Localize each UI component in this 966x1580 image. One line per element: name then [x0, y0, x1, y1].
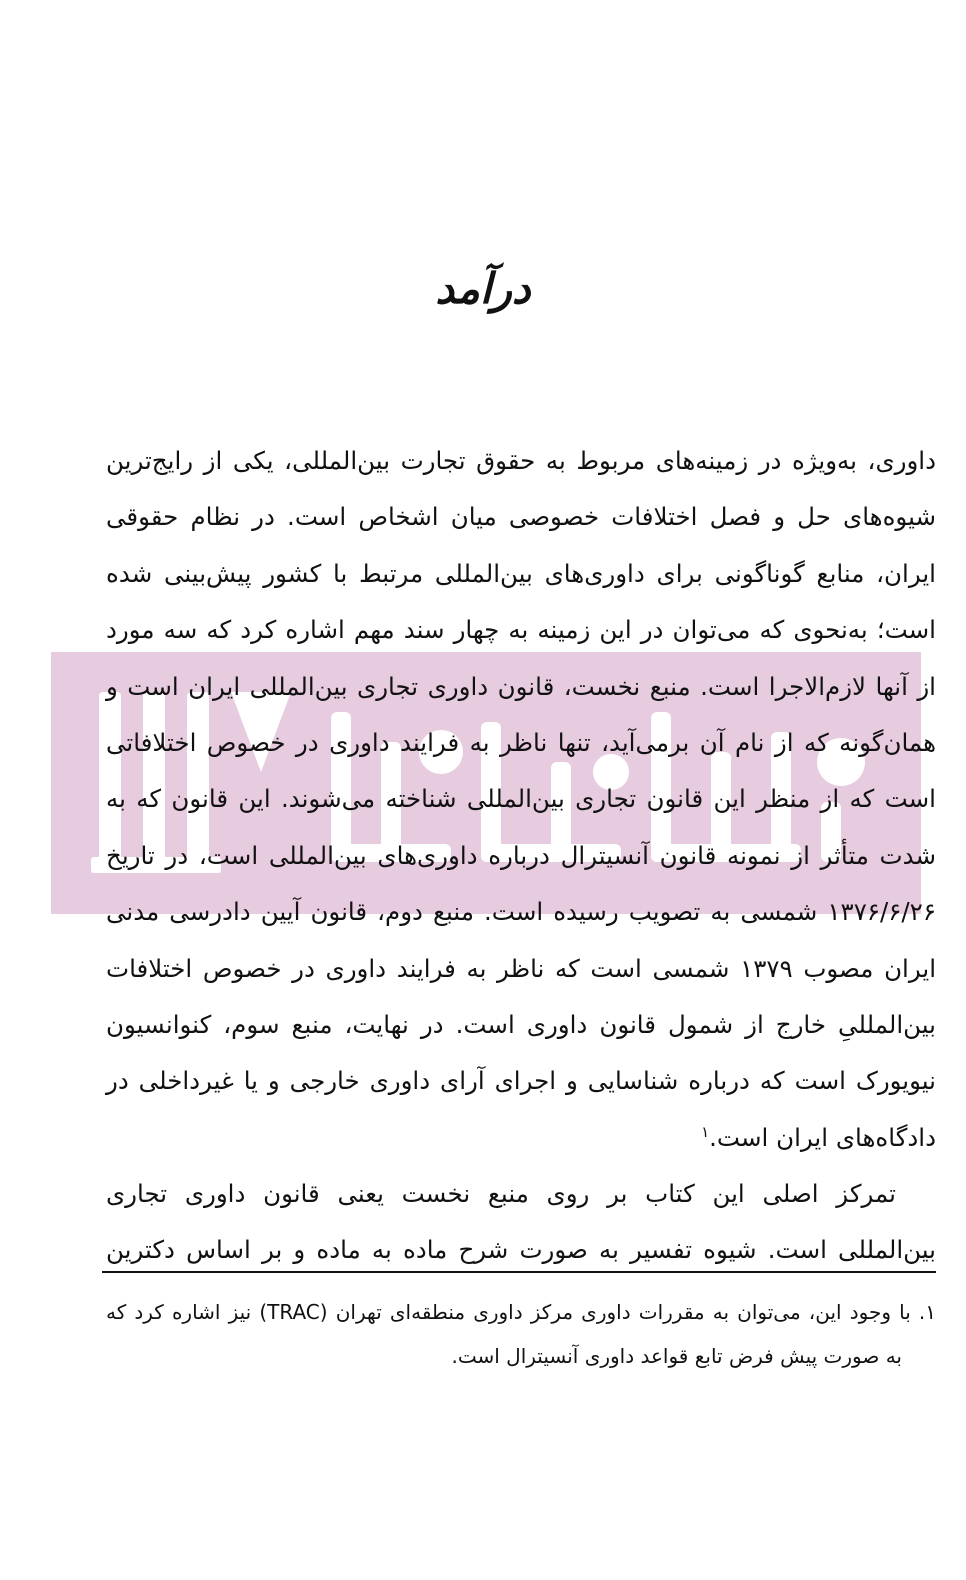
text-line: ۱۳۷۶/۶/۲۶ شمسی به تصویب رسیده است. منبع دوم، قانون آیین دادرسی مدنی [106, 897, 936, 927]
text-line: بین‌المللیِ خارج از شمول قانون داوری است. در نهایت، منبع سوم، کنوانسیون [106, 1009, 936, 1039]
text-line: است؛ به‌نحوی که می‌توان در این زمینه به چهار سند مهم اشاره کرد که سه مورد [106, 615, 936, 645]
text-line: نیویورک است که درباره شناسایی و اجرای آرای داوری خارجی و یا غیرداخلی در [106, 1066, 936, 1096]
text-line: شیوه‌های حل و فصل اختلافات خصوصی میان اشخاص است. در نظام حقوقی [106, 502, 936, 532]
footnote [106, 1290, 936, 1378]
chapter-title: درآمد [435, 264, 531, 313]
text-line: ایران، منابع گوناگونی برای داوری‌های بین‌المللی مرتبط با کشور پیش‌بینی شده [106, 558, 936, 588]
text-line: از آنها لازم‌الاجرا است. منبع نخست، قانون داوری تجاری بین‌المللی ایران است و [106, 671, 936, 701]
footnote-line: به صورت پیش فرض تابع قواعد داوری آنسیترال است. [451, 1344, 902, 1368]
text-line: داوری، به‌ویژه در زمینه‌های مربوط به حقوق تجارت بین‌المللی، یکی از رایج‌ترین [106, 446, 936, 475]
footnote-line: ۱. با وجود این، می‌توان به مقررات داوری مرکز داوری منطقه‌ای تهران (TRAC) نیز اشاره کرد که [106, 1300, 936, 1324]
text-line: بین‌المللی است. شیوه تفسیر به صورت شرح ماده به ماده و بر اساس دکترین [106, 1235, 936, 1265]
main-text [106, 433, 936, 1279]
text-line-content: دادگاه‌های ایران است. [709, 1122, 936, 1152]
footnote-reference: ۱ [701, 1122, 710, 1141]
paragraph-1 [106, 433, 936, 1166]
paragraph-2 [106, 1166, 936, 1279]
text-line [106, 1110, 936, 1166]
text-line: تمرکز اصلی این کتاب بر روی منبع نخست یعنی قانون داوری تجاری [106, 1179, 896, 1209]
text-line: است که از منظر این قانون تجاری بین‌المللی شناخته می‌شوند. این قانون که به [106, 784, 936, 814]
text-line: ایران مصوب ۱۳۷۹ شمسی است که ناظر به فرایند داوری در خصوص اختلافات [106, 953, 937, 983]
text-line: شدت متأثر از نمونه قانون آنسیترال درباره داوری‌های بین‌المللی است، در تاریخ [106, 840, 936, 870]
text-line: همان‌گونه که از نام آن برمی‌آید، تنها ناظر به فرایند داوری در خصوص اختلافاتی [106, 727, 936, 757]
footnote-divider [102, 1271, 936, 1273]
